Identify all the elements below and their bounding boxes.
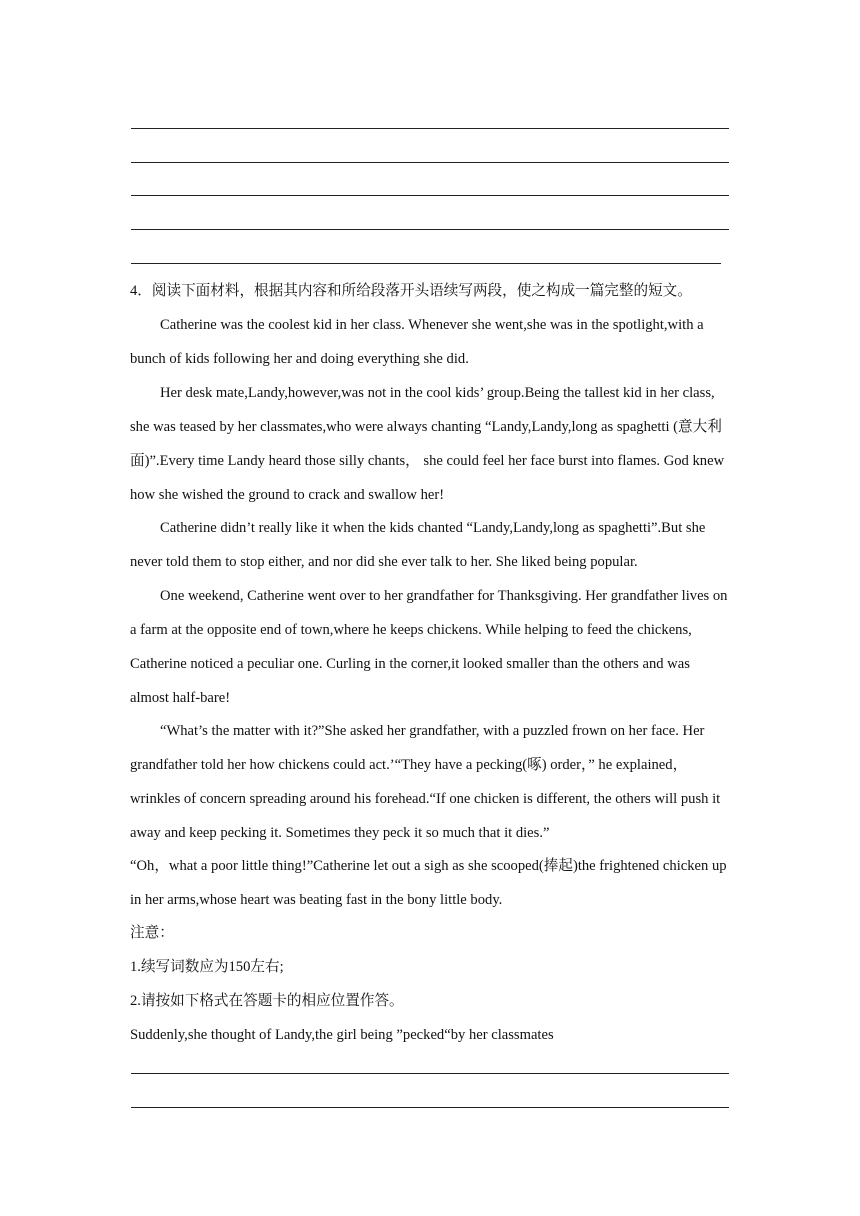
story-paragraph-2: Her desk mate,Landy,however,was not in the cool kids’ group.Being the tallest kid in her class, she was teased by her classmates,who were always chanting “Landy,Landy,long as spaghetti (意大利面)”.Every time Landy heard those silly chants， she could feel her face burst into flames. God knew how she wished the ground to crack and swallow her! [130, 385, 725, 503]
story-paragraph-6: “Oh，what a poor little thing!”Catherine let out a sigh as she scooped(捧起)the frightened chicken up in her arms,whose heart was beating fast in the bony little body. [130, 858, 727, 908]
answer-line[interactable] [131, 1107, 729, 1108]
answer-line [131, 263, 721, 264]
story-paragraph-5: “What’s the matter with it?”She asked her grandfather, with a puzzled frown on her face. Her grandfather told her how chickens could act.’“They have a pecking(啄) order，” he explained，wrinkles of concern spreading around his forehead.“If one chicken is different, the others will push it away and keep pecking it. Sometimes they peck it so much that it dies.” [130, 723, 721, 841]
story-paragraph-3: Catherine didn’t really like it when the kids chanted “Landy,Landy,long as spaghetti”.But she never told them to stop either, and nor did she ever talk to her. She liked being popular. [130, 520, 706, 570]
answer-line [131, 229, 729, 230]
story-paragraph-1: Catherine was the coolest kid in her class. Whenever she went,she was in the spotlight,with a bunch of kids following her and doing everything she did. [130, 317, 704, 367]
answer-line [131, 195, 729, 196]
note-item-1: 1.续写词数应为150左右; [130, 959, 284, 975]
note-item-2: 2.请按如下格式在答题卡的相应位置作答。 [130, 993, 404, 1009]
answer-line[interactable] [131, 1073, 729, 1074]
note-title: 注意： [130, 925, 174, 941]
continuation-prompt: Suddenly,she thought of Landy,the girl being ”pecked“by her classmates [130, 1027, 554, 1043]
story-paragraph-4: One weekend, Catherine went over to her grandfather for Thanksgiving. Her grandfather lives on a farm at the opposite end of town,where he keeps chickens. While helping to feed the chickens, Catherine noticed a peculiar one. Curling in the corner,it looked smaller than the others and was almost half-bare! [130, 588, 728, 706]
question-heading: 4．阅读下面材料，根据其内容和所给段落开头语续写两段，使之构成一篇完整的短文。 [130, 283, 692, 299]
answer-line [131, 128, 729, 129]
answer-line [131, 162, 729, 163]
